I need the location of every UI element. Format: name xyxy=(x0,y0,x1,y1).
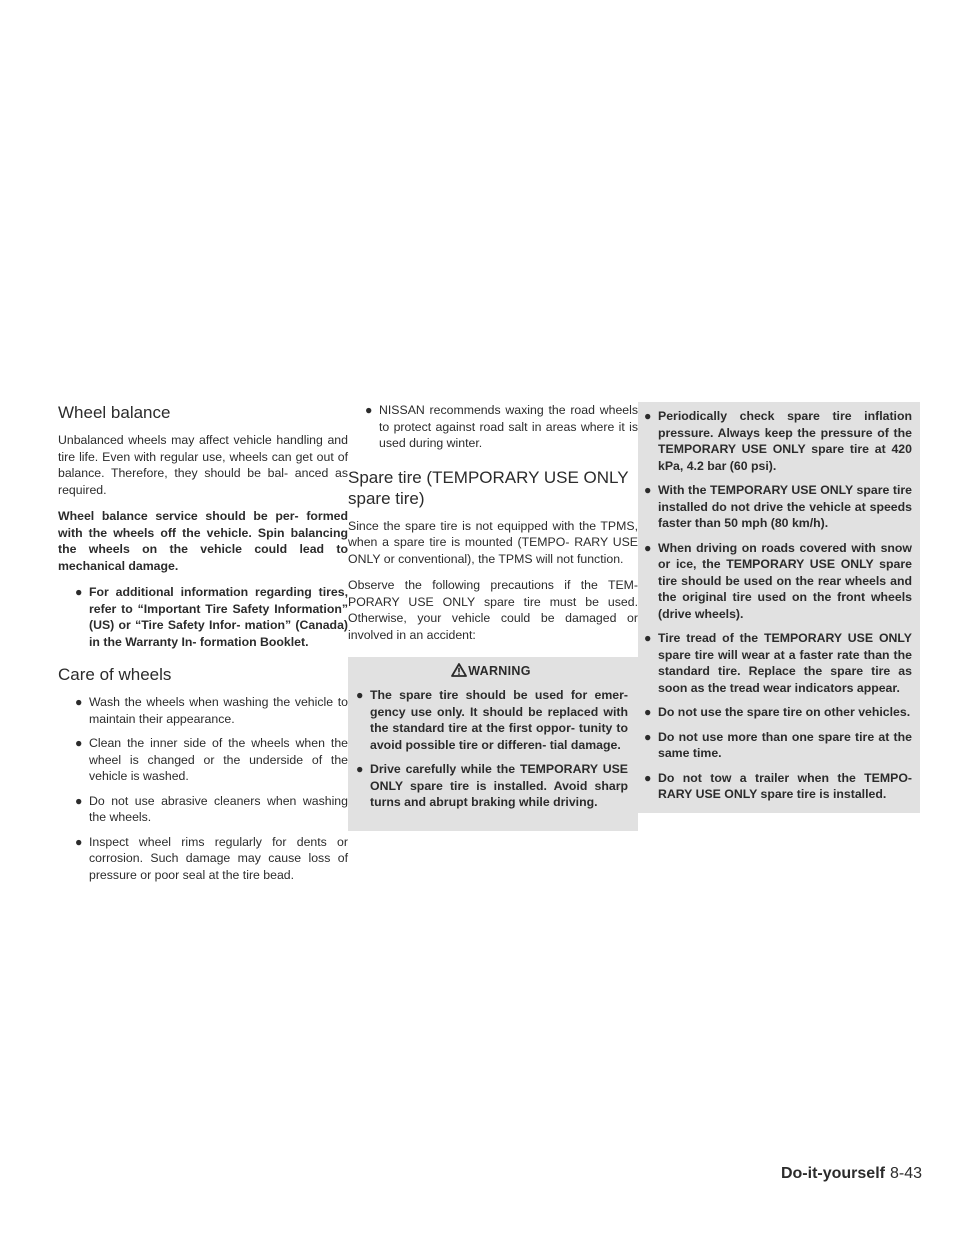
paragraph: Unbalanced wheels may affect vehicle handling and tire life. Even with regular use, wheels can get out of balance. Therefore, they should be bal- anced as required. xyxy=(58,433,348,497)
bullet-list xyxy=(58,584,348,650)
list-item: ● NISSAN recommends waxing the road wheels to protect against road salt in areas where it is used during winter. xyxy=(365,403,638,450)
paragraph: Observe the following precautions if the TEM- PORARY USE ONLY spare tire must be used. Otherwise, your vehicle could be damaged or involved in an accident: xyxy=(348,578,638,642)
bullet-icon: ● xyxy=(356,762,364,776)
bullet-icon: ● xyxy=(644,631,652,645)
paragraph-bold: Wheel balance service should be per- formed with the wheels off the vehicle. Spin balancing the wheels on the vehicle could lead to mechanical damage. xyxy=(58,509,348,573)
list-item: ● Inspect wheel rims regularly for dents or corrosion. Such damage may cause loss of pressure or poor seal at the tire bead. xyxy=(75,834,348,882)
bullet-icon: ● xyxy=(644,409,652,423)
list-item: ● For additional information regarding tires, refer to “Important Tire Safety Information” (US) or “Tire Safety Infor- mation” (Canada) in the Warranty In- formation Booklet. xyxy=(75,585,348,649)
section-title-care-of-wheels: Care of wheels xyxy=(58,665,172,684)
page-number: 8-43 xyxy=(889,1165,922,1182)
bullet-icon: ● xyxy=(75,585,83,599)
column-1 xyxy=(58,402,348,891)
section-name: Do-it-yourself xyxy=(780,1165,885,1182)
list-item: ● Wash the wheels when washing the vehicle to maintain their appearance. xyxy=(75,695,348,726)
bullet-icon: ● xyxy=(365,403,373,417)
bullet-icon: ● xyxy=(644,483,652,497)
bullet-icon: ● xyxy=(75,695,83,709)
list-item: ● Tire tread of the TEMPORARY USE ONLY spare tire will wear at a faster rate than the standard tire. Replace the spare tire as soon as the tread wear indicators appear. xyxy=(644,631,912,695)
warning-triangle-icon xyxy=(451,663,467,677)
warning-list xyxy=(354,687,628,811)
bullet-list xyxy=(58,694,348,883)
list-item: ● The spare tire should be used for emer- gency use only. It should be replaced with the standard tire at the first oppor- tunity to avoid possible tire or differen- tial damage. xyxy=(356,688,628,752)
column-3 xyxy=(638,402,920,813)
list-item: ● Do not use the spare tire on other vehicles. xyxy=(644,705,911,719)
bullet-icon: ● xyxy=(75,793,83,808)
warning-header xyxy=(354,663,628,679)
bullet-icon: ● xyxy=(644,770,652,785)
bullet-icon: ● xyxy=(644,540,652,555)
page-footer xyxy=(781,1164,922,1184)
bullet-icon: ● xyxy=(75,834,83,849)
list-item: ● Do not use abrasive cleaners when washing the wheels. xyxy=(75,793,348,824)
section-title-wheel-balance: Wheel balance xyxy=(58,403,171,422)
list-item: ● Do not use more than one spare tire at the same time. xyxy=(644,729,912,760)
bullet-list xyxy=(334,402,638,452)
bullet-icon: ● xyxy=(644,705,652,719)
section-title-spare-tire: Spare tire (TEMPORARY USE ONLY spare tire) xyxy=(348,467,629,508)
list-item: ● With the TEMPORARY USE ONLY spare tire installed do not drive the vehicle at speeds faster than 50 mph (80 km/h). xyxy=(644,483,912,530)
bullet-icon: ● xyxy=(356,688,364,702)
bullet-icon: ● xyxy=(644,729,652,744)
warning-label: WARNING xyxy=(468,664,531,678)
paragraph: Since the spare tire is not equipped with the TPMS, when a spare tire is mounted (TEMPO- RARY USE ONLY or conventional), the TPMS will not function. xyxy=(348,518,638,566)
warning-list xyxy=(642,408,912,803)
list-item: ● Clean the inner side of the wheels when the wheel is changed or the underside of the vehicle is washed. xyxy=(75,736,348,783)
bullet-icon: ● xyxy=(75,736,83,750)
list-item: ● Do not tow a trailer when the TEMPO- RARY USE ONLY spare tire is installed. xyxy=(644,770,912,801)
column-2 xyxy=(348,402,638,831)
list-item: ● Drive carefully while the TEMPORARY USE ONLY spare tire is installed. Avoid sharp turns and abrupt braking while driving. xyxy=(356,762,628,809)
list-item: ● Periodically check spare tire inflation pressure. Always keep the pressure of the TEMPORARY USE ONLY spare tire at 420 kPa, 4.2 bar (60 psi). xyxy=(644,409,912,473)
warning-box-continued xyxy=(638,402,920,813)
warning-box xyxy=(348,657,638,831)
list-item: ● When driving on roads covered with snow or ice, the TEMPORARY USE ONLY spare tire should be used on the rear wheels and the original tire used on the front wheels (drive wheels). xyxy=(644,540,912,621)
